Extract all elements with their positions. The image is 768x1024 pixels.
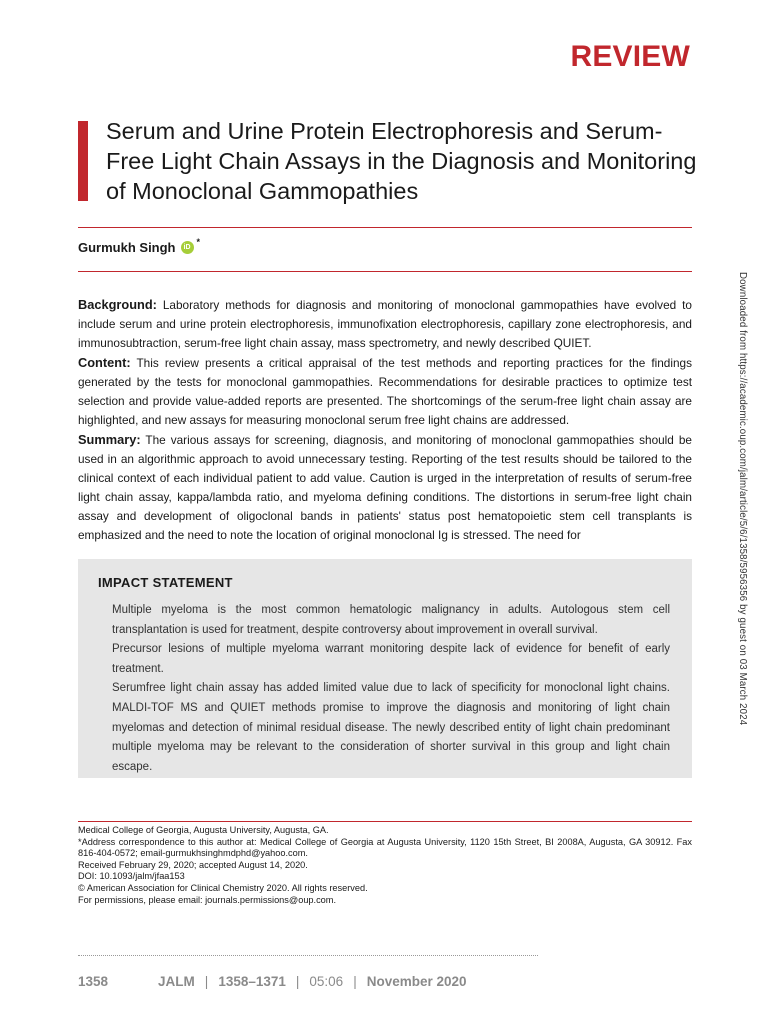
summary-text: The various assays for screening, diagnosis, and monitoring of monoclonal gammopathies should be used in an algorithmic approach to avoid unnecessary testing. Reporting of the test results should be tailored to the clinical context of each individual patient to add value. Caution is urged in the interpretation of results of serum-free light chain assay, kappa/lambda ratio, and myeloma defining conditions. The distortions in serum-free light chain assay and development of oligoclonal bands in patients' status post hematopoietic stem cell transplants is emphasized and the need to note the location of original monoclonal Ig is stressed. The need for [78, 433, 692, 542]
correspondence-address: *Address correspondence to this author at: Medical College of Georgia at Augusta University, 1120 15th Street, BI 2008A, Augusta, GA 30912. Fax 816-404-0572; email-gurmukhsinghmdphd@yahoo.com. [78, 836, 692, 859]
abstract [78, 295, 692, 545]
author-correspondence-mark: * [196, 236, 201, 247]
issue-number: 05:06 [309, 974, 344, 989]
content-heading: Content: [78, 355, 131, 370]
publication-date: November 2020 [366, 974, 467, 989]
author-name[interactable]: Gurmukh Singh [78, 240, 176, 255]
orcid-icon[interactable]: iD [181, 241, 194, 254]
footnotes [78, 825, 692, 906]
impact-paragraph: Serumfree light chain assay has added limited value due to lack of specificity for monoclonal light chains. MALDI-TOF MS and QUIET methods promise to improve the diagnosis and monitoring of light chain myelomas and detection of minimal residual disease. The newly described entity of light chain predominant multiple myeloma may be relevant to the consideration of shorter survival in this group and light chain escape. [112, 682, 670, 773]
page-range: 1358–1371 [218, 974, 286, 989]
author-line [78, 236, 201, 255]
background-heading: Background: [78, 297, 157, 312]
article-title: Serum and Urine Protein Electrophoresis and Serum-Free Light Chain Assays in the Diagnosis and Monitoring of Monoclonal Gammopathies [106, 118, 697, 204]
abstract-content [78, 353, 692, 430]
impact-paragraph: Precursor lesions of multiple myeloma warrant monitoring despite lack of evidence for benefit of early treatment. [112, 643, 670, 675]
impact-paragraph: Multiple myeloma is the most common hematologic malignancy in adults. Autologous stem cell transplantation is used for treatment, despite controversy about improvement in overall survival. [112, 604, 670, 636]
footer-separator: | [295, 974, 300, 989]
impact-statement-title: IMPACT STATEMENT [98, 575, 233, 590]
footer-separator: | [204, 974, 209, 989]
abstract-summary [78, 430, 692, 545]
footer-dotted-divider [78, 955, 538, 956]
article-type-label: REVIEW [570, 40, 690, 73]
page-footer [78, 974, 467, 989]
content-text: This review presents a critical appraisal of the test methods and reporting practices for the findings generated by the tests for monoclonal gammopathies. Recommendations for desirable practices to optimize test selection and provide value-added reports are presented. The shortcomings of the serum-free light chain assay are highlighted, and new assays for measuring monoclonal serum free light chains are addressed. [78, 356, 692, 427]
summary-heading: Summary: [78, 432, 141, 447]
received-dates: Received February 29, 2020; accepted August 14, 2020. [78, 859, 308, 870]
background-text: Laboratory methods for diagnosis and monitoring of monoclonal gammopathies have evolved to include serum and urine protein electrophoresis, immunofixation electrophoresis, capillary zone electrophoresis, and immunosubtraction, serum-free light chain assay, mass spectrometry, and newly described QUIET. [78, 298, 692, 350]
doi[interactable]: DOI: 10.1093/jalm/jfaa153 [78, 871, 185, 882]
divider-footnotes [78, 821, 692, 822]
divider-top [78, 227, 692, 228]
impact-statement-body [112, 601, 670, 777]
permissions: For permissions, please email: journals.permissions@oup.com. [78, 894, 336, 905]
impact-statement-box [78, 559, 692, 778]
footer-separator: | [353, 974, 357, 989]
journal-name: JALM [158, 974, 195, 989]
copyright: © American Association for Clinical Chemistry 2020. All rights reserved. [78, 882, 368, 893]
abstract-background [78, 295, 692, 353]
download-watermark: Downloaded from https://academic.oup.com/jalm/article/5/6/1358/5956356 by guest on 03 March 2024 [737, 272, 748, 726]
page-number: 1358 [78, 974, 109, 989]
title-accent-bar [78, 121, 88, 201]
affiliation: Medical College of Georgia, Augusta University, Augusta, GA. [78, 825, 329, 835]
divider-author [78, 271, 692, 272]
